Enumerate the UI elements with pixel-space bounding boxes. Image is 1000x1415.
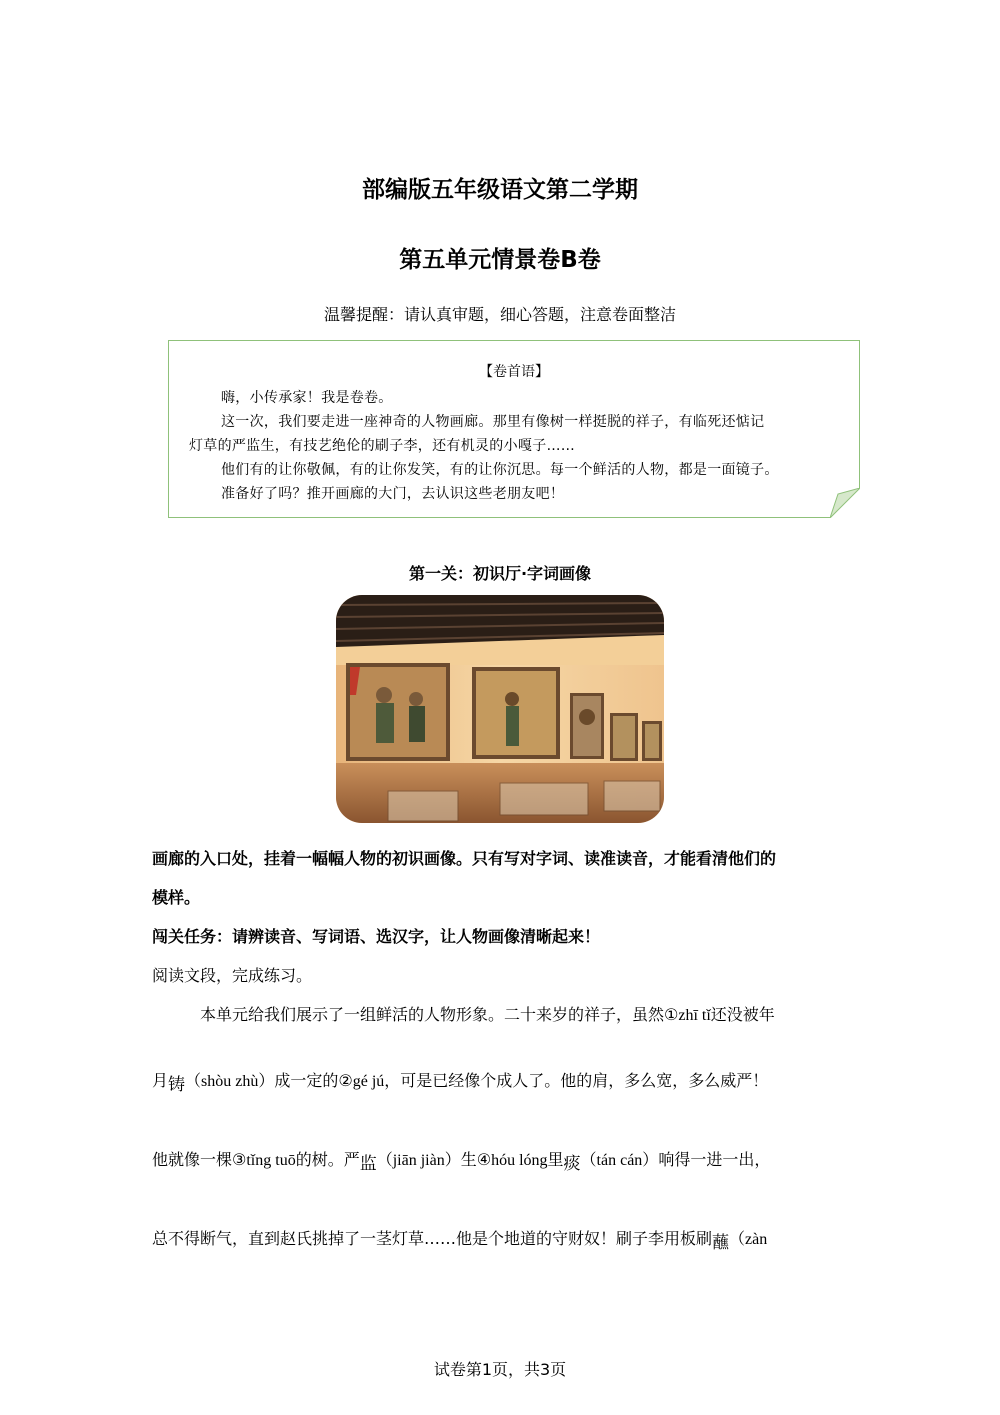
preface-box	[168, 340, 860, 518]
passage-text: 月	[152, 1071, 169, 1090]
passage-text: 本单元给我们展示了一组鲜活的人物形象。二十来岁的祥子，虽然①	[200, 1005, 679, 1024]
level1-intro-line: 模样。	[152, 888, 201, 907]
pinyin-choice: （jiān jiàn）	[376, 1152, 461, 1169]
passage-text: 的树。严	[295, 1150, 360, 1169]
passage-text: 生④	[460, 1150, 492, 1169]
target-character: 监	[359, 1154, 377, 1174]
page-curl-icon	[830, 488, 860, 518]
target-character: 铸	[168, 1075, 186, 1095]
passage-text: ，可是已经像个成人了。他的肩，多么宽，多么威严！	[384, 1071, 769, 1090]
gallery-photo	[336, 595, 664, 823]
page-title: 部编版五年级语文第二学期	[362, 177, 638, 203]
pinyin-blank-3: tǐng tuō	[246, 1152, 296, 1169]
pinyin-blank-1: zhī tǐ	[678, 1007, 711, 1024]
pinyin-blank-4: hóu lóng	[491, 1152, 548, 1169]
level1-intro-line: 画廊的入口处，挂着一幅幅人物的初识画像。只有写对字词、读准读音，才能看清他们的	[152, 849, 777, 868]
passage-line-3	[152, 1145, 771, 1174]
reminder-text: 温馨提醒：请认真审题，细心答题，注意卷面整洁	[323, 305, 676, 324]
pinyin-blank-2: gé jú	[352, 1073, 385, 1090]
passage-line-2	[152, 1066, 769, 1095]
pinyin-choice: （tán cán）	[580, 1152, 659, 1169]
preface-line: 他们有的让你敬佩，有的让你发笑，有的让你沉思。每一个鲜活的人物，都是一面镜子。	[221, 462, 779, 478]
preface-line: 灯草的严监生，有技艺绝伦的刷子李，还有机灵的小嘎子……	[189, 438, 576, 454]
passage-text: 响得一进一出，	[658, 1150, 771, 1169]
target-character: 蘸	[712, 1233, 730, 1253]
target-character: 痰	[563, 1154, 581, 1174]
page-footer: 试卷第1页，共3页	[433, 1360, 567, 1379]
preface-title: 【卷首语】	[479, 364, 549, 380]
level1-title: 第一关：初识厅·字词画像	[408, 564, 592, 583]
passage-text: 里	[547, 1150, 564, 1169]
preface-line: 嗨，小传承家！我是卷卷。	[221, 390, 393, 406]
preface-line: 准备好了吗？推开画廊的大门，去认识这些老朋友吧！	[221, 486, 565, 502]
pinyin-choice: （shòu zhù）	[185, 1073, 275, 1090]
level1-instruction: 阅读文段，完成练习。	[152, 966, 313, 985]
passage-text: 他就像一棵③	[152, 1150, 247, 1169]
passage-text: 成一定的②	[274, 1071, 353, 1090]
passage-line-4	[152, 1224, 768, 1253]
preface-line: 这一次，我们要走进一座神奇的人物画廊。那里有像树一样挺脱的祥子，有临死还惦记	[221, 414, 765, 430]
passage-text: 总不得断气，直到赵氏挑掉了一茎灯草……他是个地道的守财奴！刷子李用板刷	[152, 1229, 713, 1248]
passage-line-1	[200, 1002, 775, 1025]
level1-task: 闯关任务：请辨读音、写词语、选汉字，让人物画像清晰起来！	[152, 927, 601, 946]
pinyin-choice: （zàn	[729, 1231, 768, 1248]
page-subtitle: 第五单元情景卷B卷	[399, 247, 601, 273]
passage-text: 还没被年	[710, 1005, 775, 1024]
